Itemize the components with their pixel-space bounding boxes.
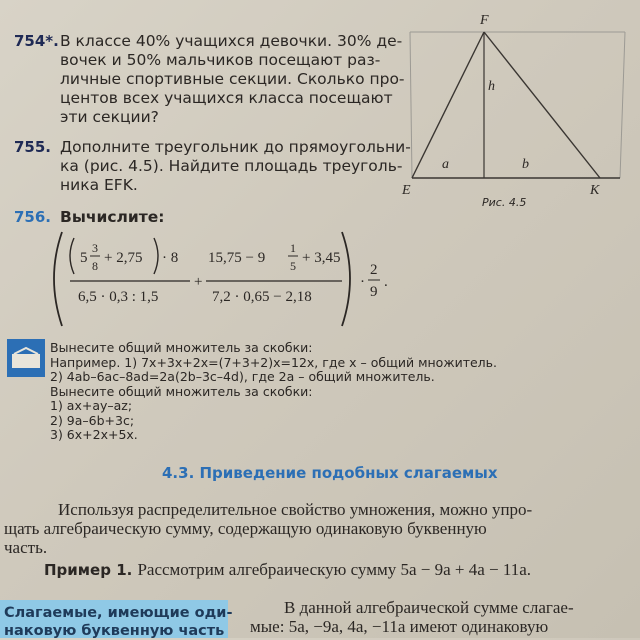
label-e: E <box>402 183 411 198</box>
plus-275: + 2,75 <box>104 250 143 266</box>
hint-line-6: 2) 9a–6b+3c; <box>50 412 135 428</box>
intro-line-1: Используя распределительное свойство умножения, можно упро- <box>58 500 533 519</box>
section-intro <box>4 500 638 557</box>
hint-box <box>50 341 497 443</box>
problem-754-line-5: эти секции? <box>60 108 159 126</box>
times-eight: · 8 <box>162 250 179 266</box>
frac3-num: 2 <box>370 262 378 278</box>
figure-side-fk <box>484 32 600 178</box>
sidebar-line-2: наковую буквенную часть <box>4 623 225 639</box>
num2-b: + 3,45 <box>302 250 341 266</box>
mixed1-num: 3 <box>92 241 98 255</box>
intro-line-3: часть. <box>4 538 48 557</box>
label-k: K <box>590 183 600 198</box>
problem-754-line-1: В классе 40% учащихся девочки. 30% де- <box>60 32 403 50</box>
num2-a: 15,75 − 9 <box>208 250 266 266</box>
book-icon <box>6 338 46 378</box>
figure-4-5 <box>400 10 630 210</box>
big-left-paren <box>54 232 62 326</box>
right-line-2: мые: 5a, −9a, 4a, −11a имеют одинаковую <box>250 617 549 636</box>
problem-755-line-2: ка (рис. 4.5). Найдите площадь треуголь- <box>60 157 403 175</box>
dot-sign: · <box>360 274 365 290</box>
label-f: F <box>480 13 489 28</box>
mixed1-whole: 5 <box>80 250 88 266</box>
figure-right-edge <box>620 32 625 178</box>
problem-755-line-1: Дополните треугольник до прямоугольни- <box>60 138 411 156</box>
problem-755-line-3: ника EFK. <box>60 176 138 194</box>
problem-754-line-3: личные спортивные секции. Сколько про- <box>60 70 405 88</box>
frac2-den: 7,2 · 0,65 − 2,18 <box>212 289 312 305</box>
right-line-1: В данной алгебраической сумме слагае- <box>284 598 574 617</box>
frac3-den: 9 <box>370 284 378 300</box>
inner-left-paren <box>70 238 74 274</box>
hint-line-7: 3) 6x+2x+5x. <box>50 427 138 442</box>
hint-line-3: 2) 4ab–6ac–8ad=2a(2b–3c–4d), где 2a – общий множитель. <box>50 369 435 384</box>
plus-sign: + <box>194 274 203 290</box>
section-title: 4.3. Приведение подобных слагаемых <box>162 464 498 482</box>
mixed2-den: 5 <box>290 259 296 273</box>
end-dot: . <box>384 274 388 290</box>
expression-756 <box>40 226 400 336</box>
figure-left-edge <box>410 32 412 178</box>
frac1-den: 6,5 · 0,3 : 1,5 <box>78 289 159 305</box>
inner-right-paren <box>154 238 158 274</box>
sidebar-note <box>0 600 233 639</box>
sidebar-line-1: Слагаемые, имеющие оди- <box>4 605 233 621</box>
problem-754-line-4: центов всех учащихся класса посещают <box>60 89 393 107</box>
label-h: h <box>488 79 495 94</box>
figure-caption: Рис. 4.5 <box>482 196 527 209</box>
label-b: b <box>522 157 529 172</box>
example-label: Пример 1. <box>44 561 133 579</box>
intro-line-2: щать алгебраическую сумму, содержащую одинаковую буквенную <box>4 519 487 538</box>
hint-line-1: Вынесите общий множитель за скобки: <box>50 340 313 355</box>
mixed2-num: 1 <box>290 241 296 255</box>
problem-756-number: 756. <box>14 208 52 226</box>
label-a: a <box>442 157 449 172</box>
big-right-paren <box>342 232 350 326</box>
hint-line-4: Вынесите общий множитель за скобки: <box>50 383 313 399</box>
hint-line-5: 1) ax+ay–az; <box>50 398 133 413</box>
right-column <box>250 598 638 636</box>
problem-756-label: Вычислите: <box>60 208 165 226</box>
mixed1-den: 8 <box>92 259 98 273</box>
hint-line-2: Например. 1) 7x+3x+2x=(7+3+2)x=12x, где x – общий множитель. <box>50 354 498 370</box>
problem-754-line-2: вочек и 50% мальчиков посещают раз- <box>60 51 381 69</box>
problem-754-number: 754*. <box>14 32 59 50</box>
example-text: Рассмотрим алгебраическую сумму 5a − 9a + 4a − 11a. <box>137 560 532 579</box>
problem-755-number: 755. <box>14 138 52 156</box>
example-1 <box>44 560 531 580</box>
